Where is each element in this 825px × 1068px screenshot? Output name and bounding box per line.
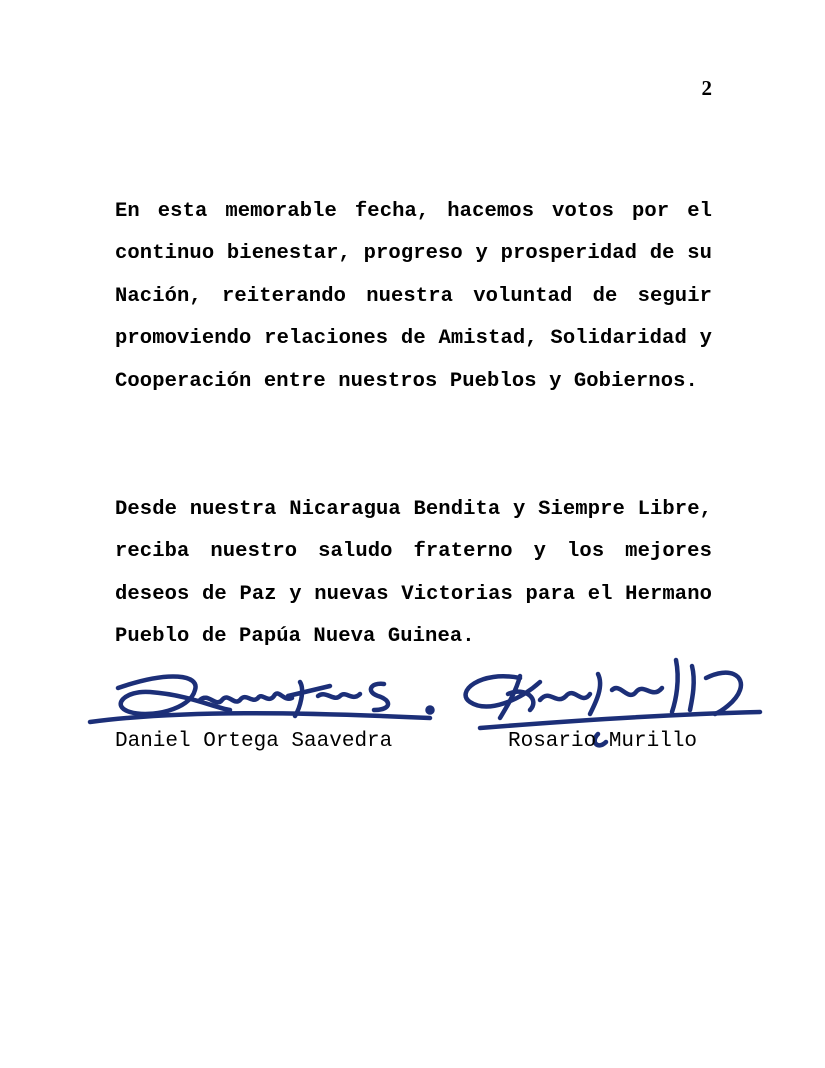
signature-block [0, 630, 825, 770]
page-number: 2 [701, 76, 712, 100]
signer-name-daniel-ortega: Daniel Ortega Saavedra [115, 730, 393, 753]
body-paragraph: En esta memorable fecha, hacemos votos por el continuo bienestar, progreso y prosperidad de su Nación, reiterando nuestra voluntad de seguir promoviendo relaciones de Amistad, Solidaridad y Cooperación entre nuestros Pueblos y Gobiernos. [115, 199, 712, 393]
body-paragraph: Desde nuestra Nicaragua Bendita y Siempre Libre, reciba nuestro saludo fraterno y los mejores deseos de Paz y nuevas Victorias para el Hermano Pueblo de Papúa Nueva Guinea. [115, 497, 712, 648]
signer-name-rosario-murillo: Rosario Murillo [508, 730, 698, 753]
signature-daniel-ortega [90, 676, 433, 722]
